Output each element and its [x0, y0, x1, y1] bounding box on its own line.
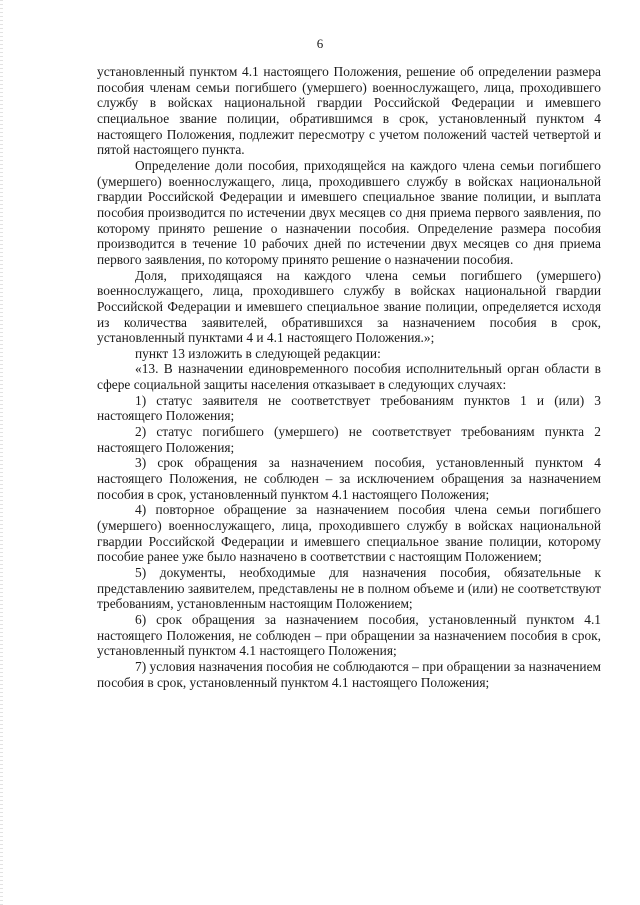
paragraph-share-determination: Определение доли пособия, приходящейся на каждого члена семьи погибшего (умершего) военнослужащего, лица, проходившего службу в войсках национальной гвардии Российской Федерации и имевшего специальное звание полиции, и выплата пособия производится по истечении двух месяцев со дня приема первого заявления, по которому принято решение о назначении пособия. Определение размера пособия производится в течение 10 рабочих дней по истечении двух месяцев со дня приема первого заявления, по которому принято решение о назначении пособия.: [97, 157, 601, 267]
paragraph-share-per-member: Доля, приходящаяся на каждого члена семьи погибшего (умершего) военнослужащего, лица, проходившего службу в войсках национальной гвардии Российской Федерации и имевшего специальное звание полиции, определяется исходя из количества заявителей, обратившихся за назначением пособия в срок, установленный пунктами 4 и 4.1 настоящего Положения.»;: [97, 267, 601, 346]
page-edge-marks: [0, 0, 3, 905]
list-item-7: 7) условия назначения пособия не соблюдаются – при обращении за назначением пособия в срок, установленный пунктом 4.1 настоящего Положения;: [97, 658, 601, 690]
document-body: [97, 64, 601, 690]
list-item-1: 1) статус заявителя не соответствует требованиям пунктов 1 и (или) 3 настоящего Положения;: [97, 392, 601, 424]
list-item-6: 6) срок обращения за назначением пособия, установленный пунктом 4.1 настоящего Положения, не соблюден – при обращении за назначением пособия в срок, установленный пунктом 4.1 настоящего Положения;: [97, 611, 601, 659]
list-item-2: 2) статус погибшего (умершего) не соответствует требованиям пункта 2 настоящего Положения;: [97, 424, 601, 455]
paragraph-continuation: установленный пунктом 4.1 настоящего Положения, решение об определении размера пособия членам семьи погибшего (умершего) военнослужащего, лица, проходившего службу в войсках национальной гвардии Российской Федерации и имевшего специальное звание полиции, обратившимся в срок, установленный пунктом 4 настоящего Положения, подлежит пересмотру с учетом положений частей четвертой и пятой настоящего пункта.: [97, 64, 601, 158]
list-item-4: 4) повторное обращение за назначением пособия члена семьи погибшего (умершего) военнослужащего, лица, проходившего службу в войсках национальной гвардии Российской Федерации и имевшего специальное звание полиции, которому пособие ранее уже было назначено в соответствии с настоящим Положением;: [97, 502, 601, 565]
paragraph-clause-13: «13. В назначении единовременного пособия исполнительный орган области в сфере социальной защиты населения отказывает в следующих случаях:: [97, 361, 601, 393]
page-number: 6: [316, 36, 324, 51]
list-item-3: 3) срок обращения за назначением пособия, установленный пунктом 4 настоящего Положения, не соблюден – за исключением обращения за назначением пособия в срок, установленный пунктом 4.1 настоящего Положения;: [97, 455, 601, 502]
paragraph-amendment-intro: пункт 13 изложить в следующей редакции:: [135, 345, 381, 361]
list-item-5: 5) документы, необходимые для назначения пособия, обязательные к представлению заявителем, представлены не в полном объеме и (или) не соответствуют требованиям, установленным настоящим Положением;: [97, 565, 601, 612]
